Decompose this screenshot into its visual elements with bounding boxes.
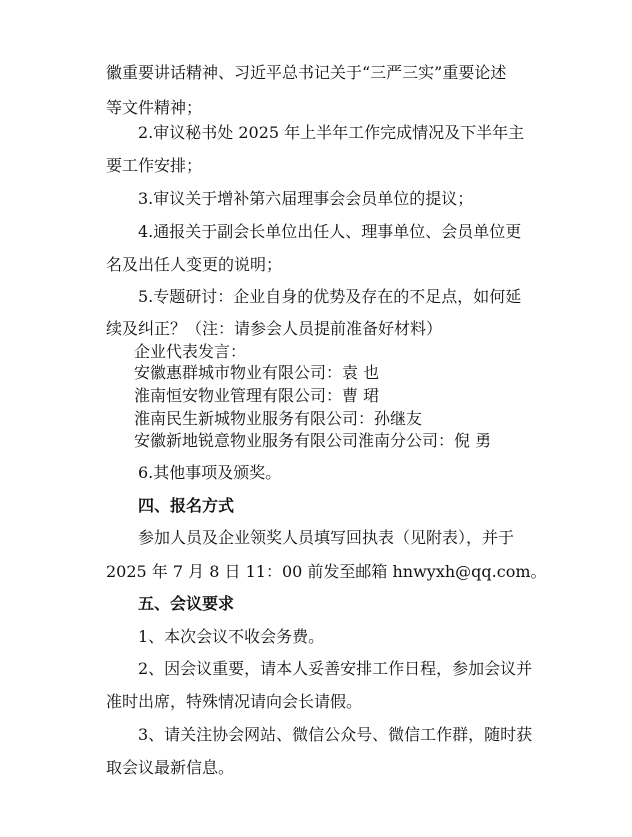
- text-line: 取会议最新信息。: [106, 758, 235, 777]
- section-heading: 四、报名方式: [138, 496, 235, 515]
- text-line: 2.审议秘书处 2025 年上半年工作完成情况及下半年主: [138, 123, 525, 142]
- text-line: 安徽新地锐意物业服务有限公司淮南分公司：倪 勇: [134, 431, 492, 450]
- text-line: 淮南恒安物业管理有限公司：曹 珺: [134, 386, 380, 405]
- text-line: 徽重要讲话精神、习近平总书记关于“三严三实”重要论述: [106, 63, 507, 82]
- text-line: 参加人员及企业领奖人员填写回执表（见附表），并于: [138, 528, 515, 547]
- text-line: 淮南民生新城物业服务有限公司：孙继友: [134, 409, 423, 428]
- text-line: 4.通报关于副会长单位出任人、理事单位、会员单位更: [138, 222, 522, 241]
- text-line: 6.其他事项及颁奖。: [138, 463, 282, 482]
- text-line: 2、因会议重要，请本人妥善安排工作日程，参加会议并: [138, 659, 533, 678]
- text-line: 要工作安排；: [106, 156, 203, 175]
- text-line: 1、本次会议不收会务费。: [138, 627, 325, 646]
- text-line: 3、请关注协会网站、微信公众号、微信工作群，随时获: [138, 725, 533, 744]
- section-heading: 五、会议要求: [138, 594, 235, 613]
- text-line: 等文件精神；: [106, 98, 203, 117]
- text-line: 5.专题研讨：企业自身的优势及存在的不足点，如何延: [138, 287, 522, 306]
- text-line: 3.审议关于增补第六届理事会会员单位的提议；: [138, 189, 474, 208]
- text-line: 准时出席，特殊情况请向会长请假。: [106, 692, 363, 711]
- text-line: 续及纠正？（注：请参会人员提前准备好材料）: [106, 319, 443, 338]
- text-line: 名及出任人变更的说明；: [106, 255, 283, 274]
- text-line: 2025 年 7 月 8 日 11：00 前发至邮箱 hnwyxh@qq.com。: [106, 562, 547, 581]
- text-line: 安徽惠群城市物业有限公司：袁 也: [134, 363, 380, 382]
- text-line: 企业代表发言：: [134, 342, 247, 361]
